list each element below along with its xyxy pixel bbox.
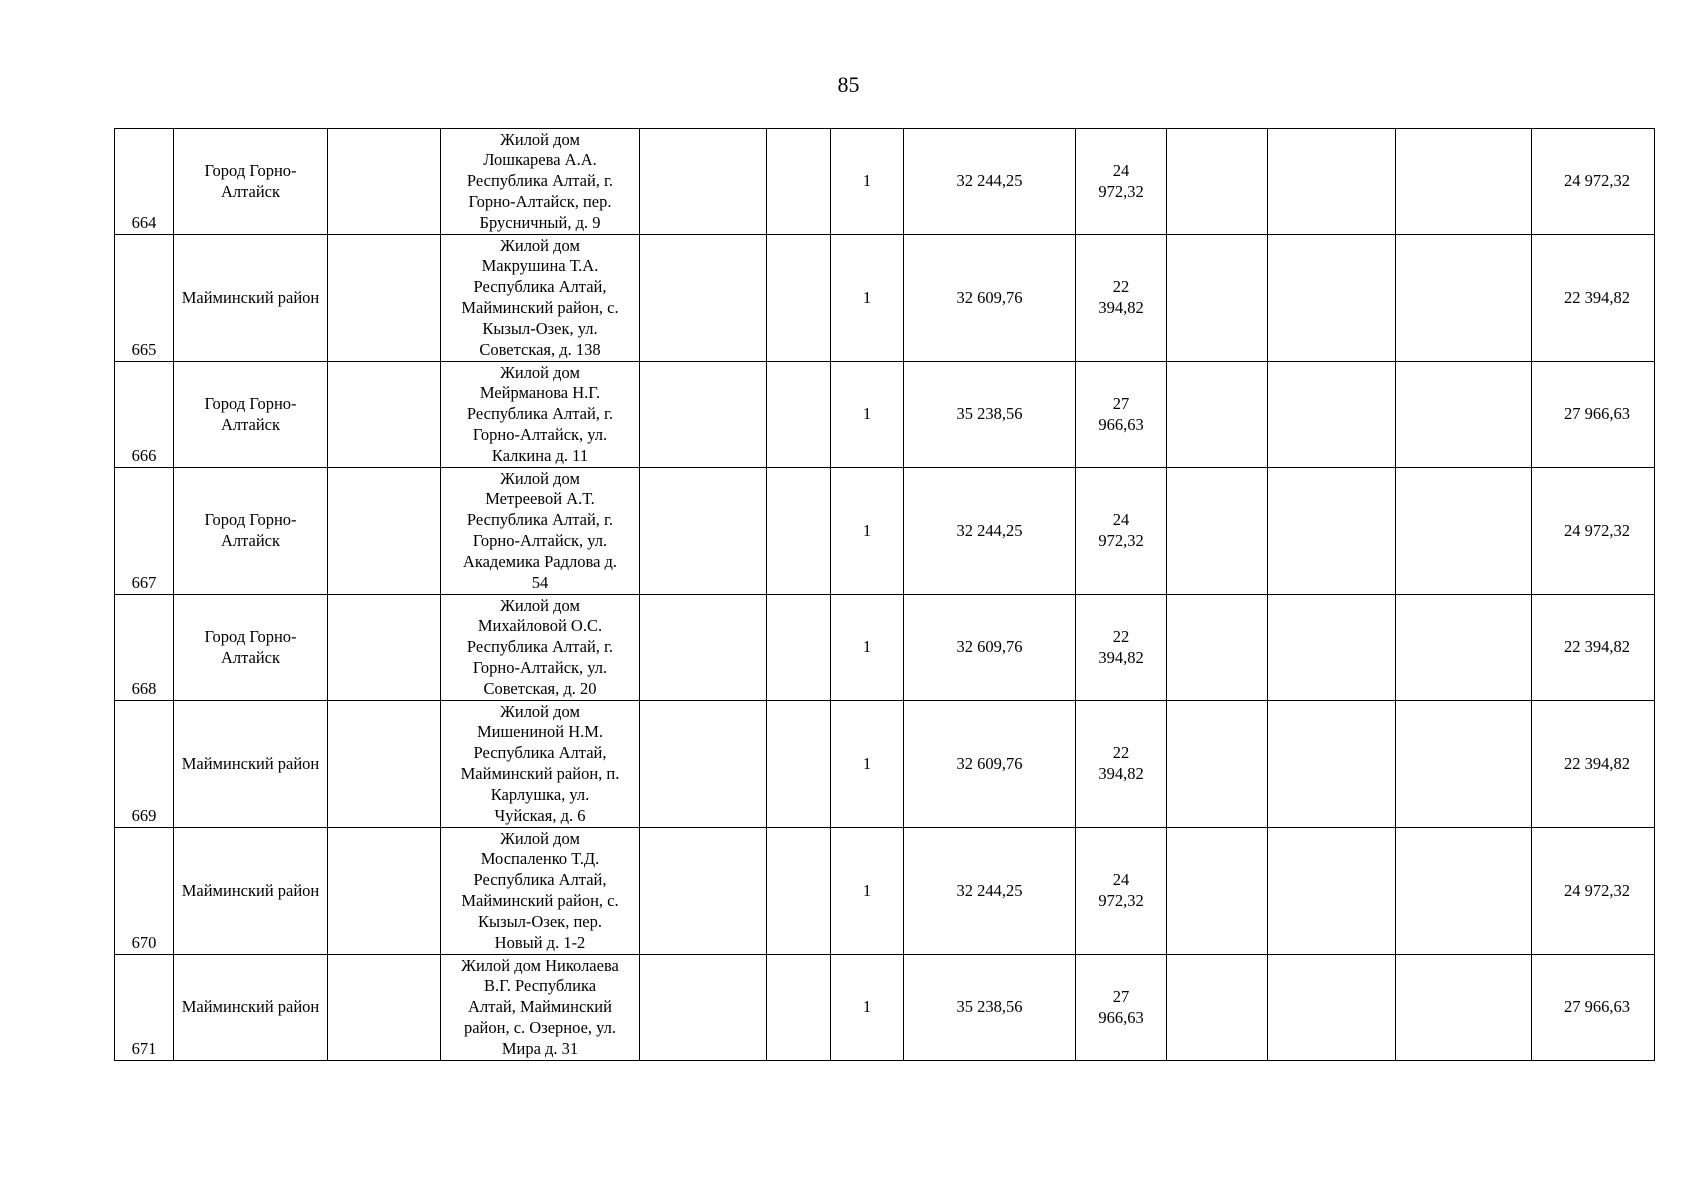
object-address-cell <box>441 129 640 235</box>
value1-cell: 32 609,76 <box>904 595 1076 701</box>
address-line: Горно-Алтайск, ул. <box>472 657 608 677</box>
empty-cell <box>328 701 441 828</box>
row-number-cell: 667 <box>115 468 174 595</box>
value2-part: 27 <box>1112 393 1130 413</box>
empty-cell <box>640 129 767 235</box>
empty-cell <box>1268 828 1396 955</box>
empty-cell <box>1167 955 1268 1061</box>
empty-cell <box>1268 235 1396 362</box>
address-line: Жилой дом Николаева <box>461 955 619 975</box>
value1-cell: 32 244,25 <box>904 828 1076 955</box>
address-line: Республика Алтай, <box>473 743 607 763</box>
address-line: Республика Алтай, г. <box>466 404 614 424</box>
district-cell: Город Горно-Алтайск <box>174 595 328 701</box>
empty-cell <box>640 828 767 955</box>
address-line: Жилой дом <box>500 235 580 255</box>
row-number-cell: 668 <box>115 595 174 701</box>
empty-cell <box>1167 595 1268 701</box>
table-row <box>115 362 1655 468</box>
value2-part: 972,32 <box>1098 181 1144 201</box>
value2-part: 24 <box>1112 160 1130 180</box>
row-number-cell: 670 <box>115 828 174 955</box>
address-line: Мишениной Н.М. <box>476 722 604 742</box>
address-line: Жилой дом <box>500 468 580 488</box>
total-cell: 22 394,82 <box>1532 595 1655 701</box>
quantity-cell: 1 <box>831 828 904 955</box>
empty-cell <box>1396 362 1532 468</box>
table-row <box>115 129 1655 235</box>
empty-cell <box>767 595 831 701</box>
value2-part: 966,63 <box>1098 414 1144 434</box>
address-line: район, с. Озерное, ул. <box>463 1017 617 1037</box>
empty-cell <box>1268 362 1396 468</box>
address-line: Мира д. 31 <box>501 1038 579 1058</box>
total-cell: 22 394,82 <box>1532 235 1655 362</box>
quantity-cell: 1 <box>831 362 904 468</box>
address-line: Республика Алтай, <box>473 277 607 297</box>
total-cell: 22 394,82 <box>1532 701 1655 828</box>
value2-part: 24 <box>1112 870 1130 890</box>
value2-cell <box>1076 129 1167 235</box>
address-line: Чуйская, д. 6 <box>494 805 586 825</box>
district-cell: Город Горно-Алтайск <box>174 468 328 595</box>
row-number-cell: 671 <box>115 955 174 1061</box>
value2-part: 394,82 <box>1098 764 1144 783</box>
address-line: Брусничный, д. 9 <box>479 212 601 232</box>
address-line: Мейрманова Н.Г. <box>479 383 601 403</box>
address-line: Академика Радлова д. <box>462 551 618 571</box>
table-row <box>115 955 1655 1061</box>
address-line: Республика Алтай, г. <box>466 637 614 657</box>
object-address-cell <box>441 235 640 362</box>
empty-cell <box>1268 129 1396 235</box>
address-line: Горно-Алтайск, пер. <box>468 191 612 211</box>
total-cell: 27 966,63 <box>1532 955 1655 1061</box>
address-line: Советская, д. 138 <box>479 339 601 359</box>
value2-part: 394,82 <box>1098 647 1144 667</box>
quantity-cell: 1 <box>831 701 904 828</box>
quantity-cell: 1 <box>831 955 904 1061</box>
address-line: Калкина д. 11 <box>491 445 589 465</box>
empty-cell <box>767 129 831 235</box>
empty-cell <box>1396 955 1532 1061</box>
object-address-cell <box>441 955 640 1061</box>
address-line: Кызыл-Озек, пер. <box>478 911 602 931</box>
value2-cell <box>1076 701 1167 828</box>
value1-cell: 32 244,25 <box>904 468 1076 595</box>
value1-cell: 32 609,76 <box>904 235 1076 362</box>
value2-cell <box>1076 362 1167 468</box>
value1-cell: 35 238,56 <box>904 955 1076 1061</box>
value2-cell <box>1076 235 1167 362</box>
empty-cell <box>328 129 441 235</box>
value2-cell <box>1076 828 1167 955</box>
address-line: Жилой дом <box>500 362 580 382</box>
empty-cell <box>1396 129 1532 235</box>
total-cell: 24 972,32 <box>1532 828 1655 955</box>
address-line: Жилой дом <box>500 595 580 615</box>
register-table <box>114 128 1655 1061</box>
value2-part: 24 <box>1112 510 1130 530</box>
object-address-cell <box>441 468 640 595</box>
address-line: Метреевой А.Т. <box>485 489 595 509</box>
quantity-cell: 1 <box>831 235 904 362</box>
row-number-cell: 666 <box>115 362 174 468</box>
empty-cell <box>328 468 441 595</box>
address-line: Жилой дом <box>500 828 580 848</box>
empty-cell <box>328 595 441 701</box>
value2-part: 22 <box>1112 277 1130 297</box>
object-address-cell <box>441 701 640 828</box>
address-line: Моспаленко Т.Д. <box>480 849 600 869</box>
empty-cell <box>328 828 441 955</box>
value2-part: 966,63 <box>1098 1007 1144 1027</box>
table-row <box>115 828 1655 955</box>
empty-cell <box>1268 955 1396 1061</box>
value1-cell: 32 609,76 <box>904 701 1076 828</box>
table-row <box>115 595 1655 701</box>
empty-cell <box>1396 595 1532 701</box>
empty-cell <box>1167 828 1268 955</box>
empty-cell <box>640 235 767 362</box>
value2-cell <box>1076 955 1167 1061</box>
empty-cell <box>640 362 767 468</box>
empty-cell <box>767 701 831 828</box>
total-cell: 27 966,63 <box>1532 362 1655 468</box>
table-row <box>115 701 1655 828</box>
empty-cell <box>328 955 441 1061</box>
value2-part: 394,82 <box>1098 298 1144 317</box>
empty-cell <box>640 955 767 1061</box>
empty-cell <box>640 595 767 701</box>
district-cell: Майминский район <box>174 701 328 828</box>
object-address-cell <box>441 362 640 468</box>
address-line: Новый д. 1-2 <box>494 932 586 952</box>
empty-cell <box>1167 362 1268 468</box>
value2-cell <box>1076 468 1167 595</box>
quantity-cell: 1 <box>831 595 904 701</box>
quantity-cell: 1 <box>831 468 904 595</box>
table-row <box>115 468 1655 595</box>
address-line: Советская, д. 20 <box>483 678 597 698</box>
address-line: Жилой дом <box>500 129 580 149</box>
district-cell: Город Горно-Алтайск <box>174 362 328 468</box>
empty-cell <box>767 955 831 1061</box>
empty-cell <box>328 362 441 468</box>
address-line: Макрушина Т.А. <box>481 256 599 276</box>
empty-cell <box>1167 235 1268 362</box>
empty-cell <box>1396 468 1532 595</box>
address-line: Республика Алтай, г. <box>466 171 614 191</box>
address-line: Кызыл-Озек, ул. <box>482 318 598 338</box>
object-address-cell <box>441 595 640 701</box>
address-line: Республика Алтай, г. <box>466 510 614 530</box>
value2-part: 22 <box>1112 626 1130 646</box>
address-line: Жилой дом <box>500 701 580 721</box>
empty-cell <box>640 701 767 828</box>
empty-cell <box>767 828 831 955</box>
value2-cell <box>1076 595 1167 701</box>
value2-part: 22 <box>1112 743 1130 763</box>
address-line: 54 <box>531 572 549 592</box>
address-line: Лошкарева А.А. <box>483 150 597 170</box>
empty-cell <box>1167 468 1268 595</box>
empty-cell <box>767 362 831 468</box>
address-line: Алтай, Майминский <box>468 997 612 1017</box>
quantity-cell: 1 <box>831 129 904 235</box>
address-line: Карлушка, ул. <box>490 784 590 804</box>
district-cell: Майминский район <box>174 235 328 362</box>
empty-cell <box>328 235 441 362</box>
address-line: Майминский район, с. <box>461 298 619 317</box>
row-number-cell: 669 <box>115 701 174 828</box>
value1-cell: 35 238,56 <box>904 362 1076 468</box>
district-cell: Город Горно-Алтайск <box>174 129 328 235</box>
empty-cell <box>1396 828 1532 955</box>
empty-cell <box>1268 468 1396 595</box>
total-cell: 24 972,32 <box>1532 468 1655 595</box>
address-line: Майминский район, с. <box>461 891 619 910</box>
district-cell: Майминский район <box>174 828 328 955</box>
empty-cell <box>640 468 767 595</box>
empty-cell <box>1396 701 1532 828</box>
empty-cell <box>1396 235 1532 362</box>
value2-part: 972,32 <box>1098 531 1144 550</box>
empty-cell <box>1167 701 1268 828</box>
empty-cell <box>767 235 831 362</box>
address-line: Михайловой О.С. <box>477 616 603 636</box>
address-line: Майминский район, п. <box>460 764 620 783</box>
value2-part: 27 <box>1112 986 1130 1006</box>
address-line: Республика Алтай, <box>473 870 607 890</box>
object-address-cell <box>441 828 640 955</box>
total-cell: 24 972,32 <box>1532 129 1655 235</box>
page-number: 85 <box>837 72 860 97</box>
empty-cell <box>767 468 831 595</box>
row-number-cell: 665 <box>115 235 174 362</box>
district-cell: Майминский район <box>174 955 328 1061</box>
row-number-cell: 664 <box>115 129 174 235</box>
table-body <box>115 129 1655 1061</box>
address-line: В.Г. Республика <box>483 976 597 996</box>
empty-cell <box>1167 129 1268 235</box>
value2-part: 972,32 <box>1098 891 1144 910</box>
value1-cell: 32 244,25 <box>904 129 1076 235</box>
address-line: Горно-Алтайск, ул. <box>472 424 608 444</box>
empty-cell <box>1268 595 1396 701</box>
empty-cell <box>1268 701 1396 828</box>
table-row <box>115 235 1655 362</box>
address-line: Горно-Алтайск, ул. <box>472 531 608 550</box>
